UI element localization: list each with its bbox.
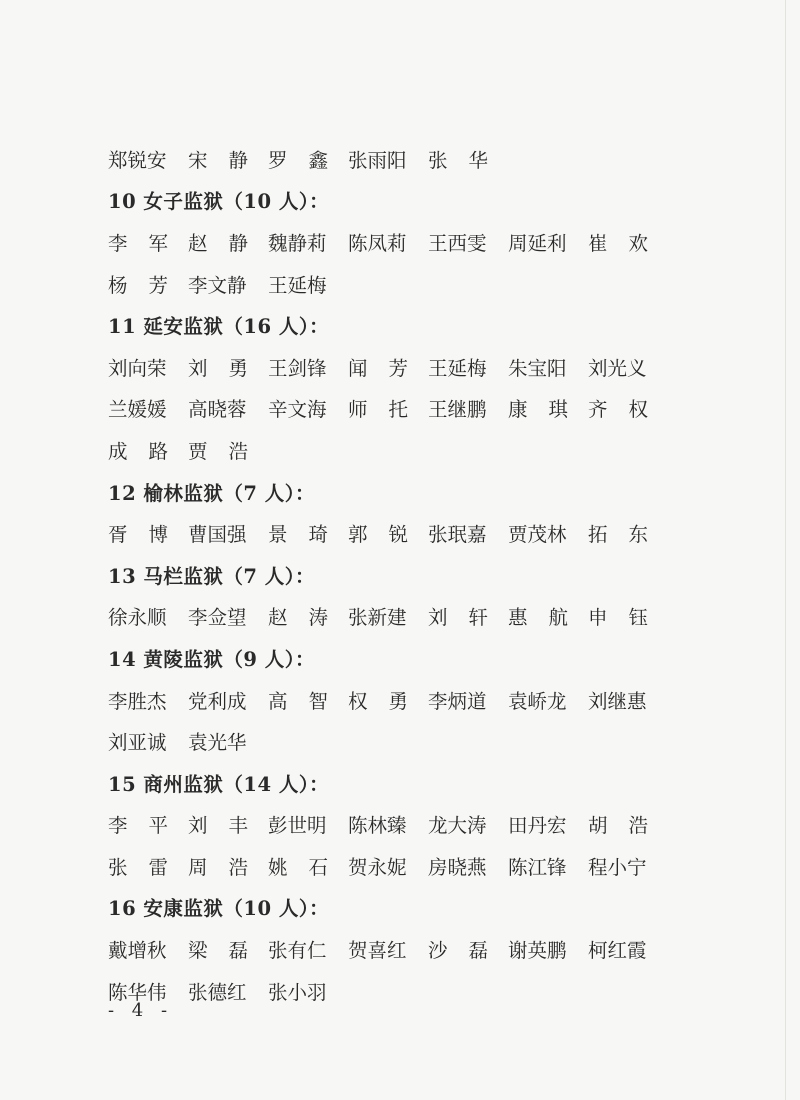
person-name: 李佥望 xyxy=(188,606,247,630)
section-title: 11 延安监狱（16 人）： xyxy=(108,315,330,339)
page-number: - 4 - xyxy=(108,1000,174,1021)
person-name: 师 托 xyxy=(348,398,408,422)
person-name: 袁峤龙 xyxy=(508,689,567,713)
person-name: 贾 浩 xyxy=(188,439,248,463)
person-name: 戴增秋 xyxy=(108,939,167,963)
name-list-line xyxy=(108,263,678,305)
person-name: 周 浩 xyxy=(188,855,248,879)
person-name: 贾茂林 xyxy=(508,523,567,547)
person-name: 彭世明 xyxy=(268,814,327,838)
person-name: 崔 欢 xyxy=(588,231,648,255)
name-list-line xyxy=(108,596,678,638)
page-edge xyxy=(785,0,786,1100)
section-title-line xyxy=(108,554,678,596)
person-name: 李文静 xyxy=(188,273,247,297)
person-name: 高晓蓉 xyxy=(188,398,247,422)
person-name: 陈凤莉 xyxy=(348,231,407,255)
person-name: 李胜杰 xyxy=(108,689,167,713)
name-list xyxy=(108,977,668,1005)
name-list-line xyxy=(108,679,678,721)
name-list xyxy=(108,602,668,630)
name-list xyxy=(108,270,668,298)
section-title: 15 商州监狱（14 人）： xyxy=(108,772,330,796)
person-name: 王延梅 xyxy=(268,273,327,297)
person-name: 成 路 xyxy=(108,439,168,463)
person-name: 杨 芳 xyxy=(108,273,168,297)
name-list xyxy=(108,436,668,464)
person-name: 张小羽 xyxy=(268,980,327,1004)
person-name: 拓 东 xyxy=(588,523,648,547)
person-name: 惠 航 xyxy=(508,606,568,630)
name-list-line xyxy=(108,512,678,554)
person-name: 徐永顺 xyxy=(108,606,167,630)
section-title-line xyxy=(108,471,678,513)
person-name: 田丹宏 xyxy=(508,814,567,838)
person-name: 陈江锋 xyxy=(508,855,567,879)
person-name: 胡 浩 xyxy=(588,814,648,838)
name-list-line xyxy=(108,388,678,430)
person-name: 郑锐安 xyxy=(108,148,167,172)
person-name: 张 雷 xyxy=(108,855,168,879)
name-list xyxy=(108,686,668,714)
name-list-line xyxy=(108,346,678,388)
person-name: 程小宁 xyxy=(588,855,647,879)
person-name: 贺永妮 xyxy=(348,855,407,879)
person-name: 陈林臻 xyxy=(348,814,407,838)
name-list xyxy=(108,852,668,880)
person-name: 姚 石 xyxy=(268,855,328,879)
name-list-line xyxy=(108,928,678,970)
person-name: 柯红霞 xyxy=(588,939,647,963)
section-title-line xyxy=(108,637,678,679)
person-name: 王继鹏 xyxy=(428,398,487,422)
person-name: 权 勇 xyxy=(348,689,408,713)
name-list xyxy=(108,394,668,422)
person-name: 袁光华 xyxy=(188,731,247,755)
person-name: 刘向荣 xyxy=(108,356,167,380)
person-name: 张有仁 xyxy=(268,939,327,963)
person-name: 王延梅 xyxy=(428,356,487,380)
person-name: 房晓燕 xyxy=(428,855,487,879)
person-name: 闻 芳 xyxy=(348,356,408,380)
person-name: 王剑锋 xyxy=(268,356,327,380)
name-list xyxy=(108,935,668,963)
person-name: 刘光义 xyxy=(588,356,647,380)
person-name: 张德红 xyxy=(188,980,247,1004)
person-name: 康 琪 xyxy=(508,398,568,422)
person-name: 申 钰 xyxy=(588,606,648,630)
person-name: 李 平 xyxy=(108,814,168,838)
person-name: 罗 鑫 xyxy=(268,148,328,172)
person-name: 龙大涛 xyxy=(428,814,487,838)
person-name: 赵 涛 xyxy=(268,606,328,630)
person-name: 周延利 xyxy=(508,231,567,255)
name-list xyxy=(108,145,668,173)
name-list xyxy=(108,810,668,838)
name-list xyxy=(108,727,668,755)
person-name: 张 华 xyxy=(428,148,488,172)
person-name: 刘亚诚 xyxy=(108,731,167,755)
person-name: 刘 丰 xyxy=(188,814,248,838)
person-name: 辛文海 xyxy=(268,398,327,422)
section-title-line xyxy=(108,762,678,804)
person-name: 李炳道 xyxy=(428,689,487,713)
section-title: 16 安康监狱（10 人）： xyxy=(108,897,330,921)
person-name: 王西雯 xyxy=(428,231,487,255)
person-name: 宋 静 xyxy=(188,148,248,172)
person-name: 刘继惠 xyxy=(588,689,647,713)
person-name: 景 琦 xyxy=(268,523,328,547)
name-list xyxy=(108,353,668,381)
section-title-line xyxy=(108,887,678,929)
person-name: 齐 权 xyxy=(588,398,648,422)
section-title-line xyxy=(108,180,678,222)
person-name: 贺喜红 xyxy=(348,939,407,963)
section-title-line xyxy=(108,304,678,346)
name-list xyxy=(108,519,668,547)
name-list-line xyxy=(108,970,678,1012)
name-list-line xyxy=(108,720,678,762)
person-name: 曹国强 xyxy=(188,523,247,547)
person-name: 兰媛媛 xyxy=(108,398,167,422)
person-name: 谢英鹏 xyxy=(508,939,567,963)
person-name: 朱宝阳 xyxy=(508,356,567,380)
person-name: 刘 勇 xyxy=(188,356,248,380)
person-name: 沙 磊 xyxy=(428,939,488,963)
person-name: 李 军 xyxy=(108,231,168,255)
name-list xyxy=(108,228,668,256)
document-body xyxy=(108,138,678,1011)
person-name: 张新建 xyxy=(348,606,407,630)
person-name: 赵 静 xyxy=(188,231,248,255)
person-name: 陈华伟 xyxy=(108,980,167,1004)
person-name: 高 智 xyxy=(268,689,328,713)
name-list-line xyxy=(108,804,678,846)
person-name: 党利成 xyxy=(188,689,247,713)
section-title: 13 马栏监狱（7 人）： xyxy=(108,564,316,588)
section-title: 12 榆林监狱（7 人）： xyxy=(108,481,316,505)
person-name: 刘 轩 xyxy=(428,606,488,630)
section-title: 14 黄陵监狱（9 人）： xyxy=(108,647,316,671)
person-name: 郭 锐 xyxy=(348,523,408,547)
section-title: 10 女子监狱（10 人）： xyxy=(108,190,330,214)
name-list-line xyxy=(108,845,678,887)
name-list-line xyxy=(108,138,678,180)
person-name: 张珉嘉 xyxy=(428,523,487,547)
name-list-line xyxy=(108,429,678,471)
name-list-line xyxy=(108,221,678,263)
person-name: 胥 博 xyxy=(108,523,168,547)
person-name: 张雨阳 xyxy=(348,148,407,172)
person-name: 梁 磊 xyxy=(188,939,248,963)
person-name: 魏静莉 xyxy=(268,231,327,255)
